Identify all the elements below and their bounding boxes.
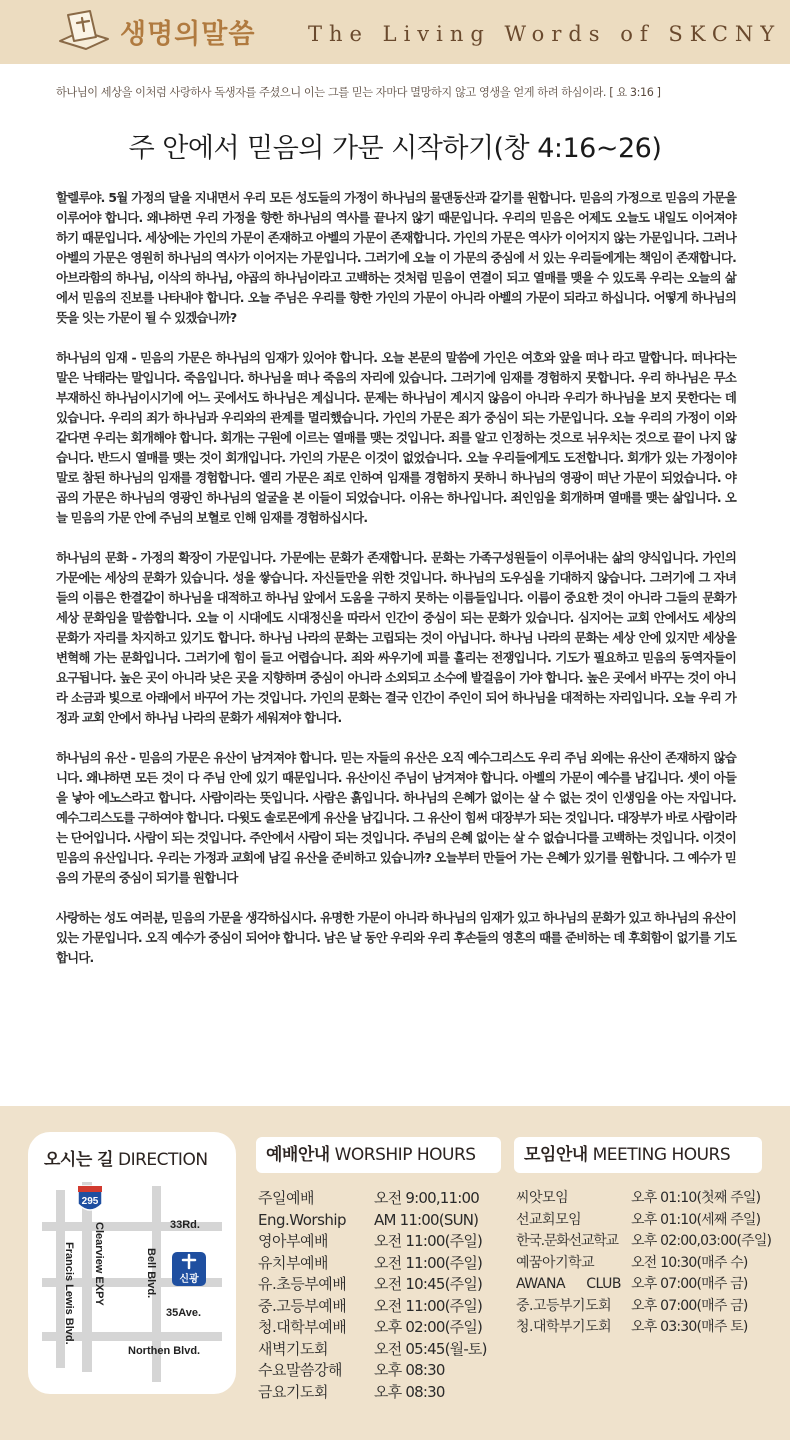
worship-row [258,1382,487,1404]
direction-map [42,1182,222,1382]
worship-row [258,1317,487,1339]
meeting-time: 오후 03:30(매주 토) [631,1319,748,1335]
label-bell: Bell Blvd. [145,1248,157,1299]
church-location-icon [172,1252,206,1286]
logo-title-en: The Living Words of SKCNY [308,22,782,46]
label-33rd: 33Rd. [170,1219,200,1231]
worship-label: Eng.Worship [258,1210,347,1229]
worship-label: 중.고등부예배 [258,1296,347,1315]
direction-title [44,1145,208,1170]
worship-title-en: WORSHIP HOURS [334,1145,476,1165]
meeting-label: 청.대학부기도회 [516,1319,612,1335]
label-35ave: 35Ave. [166,1307,202,1319]
meeting-label: 씨앗모임 [516,1190,569,1206]
worship-time: 오전 11:00(주일) [374,1232,483,1250]
meeting-list [516,1188,771,1339]
meeting-label: 예꿈아기학교 [516,1254,595,1271]
worship-label: 청.대학부예배 [258,1318,347,1336]
worship-header [256,1137,501,1173]
meeting-row [516,1253,771,1275]
sermon-title: 주 안에서 믿음의 가문 시작하기(창 4:16~26) [128,133,662,164]
sermon-paragraph: 하나님의 임재 - 믿음의 가문은 하나님의 임재가 있어야 합니다. 오늘 본문의 말씀에 가인은 여호와 앞을 떠나 라고 말합니다. 떠나다는 말은 낙태라는 말입니다. 죽음입니다. 하나님을 떠나 죽음의 자리에 있습니다. 그러기에 임재를 경험하지 못합니다. 우리 하나님은 무소부재하신 하나님이시기에 어느 곳에서도 하나님은 계십니다. 문제는 하나님이 계시지 않음이 아니라 우리가 하나님을 보지 못한다는 데 있습니다. 우리의 죄가 하나님과 우리와의 관계를 멀리했습니다. 가인의 가문은 죄가 중심이 되는 가문입니다. 오늘 우리의 가정이 이와 같다면 우리는 회개해야 합니다. 회개는 구원에 이르는 열매를 맺는 것입니다. 죄를 알고 인정하는 것으로 뉘우치는 것으로 끝이 나지 않습니다. 반드시 열매를 맺는 것이 회개입니다. 가인의 가문은 이것이 없었습니다. 오늘 우리들에게도 도전합니다. 회개가 있는 가정이야말로 참된 하나님의 임재를 경험합니다. 엘리 가문은 죄로 인하여 임재를 경험하지 못하니 하나님의 영광이 떠난 가문이 되었습니다. 야곱의 가문은 하나님의 영광인 하나님의 얼굴을 본 이들이 되었습니다. 이유는 하나입니다. 죄인임을 회개하며 열매를 맺는 삶입니다. 오늘 믿음의 가문 안에 주님의 보혈로 인해 임재를 경험하십시다. [56,350,736,525]
meeting-label: 선교회모임 [516,1211,582,1228]
meeting-row [516,1188,771,1210]
sermon-paragraph: 할렐루야. 5월 가정의 달을 지내면서 우리 모든 성도들의 가정이 하나님의 물댄동산과 같기를 원합니다. 믿음의 가정으로 믿음의 가문을 이루어야 합니다. 왜냐하면 우리 가정을 향한 하나님의 역사를 끝나지 않기 때문입니다. 우리의 믿음은 어제도 오늘도 내일도 이어져야 하기 때문입니다. 세상에는 가인의 가문이 존재하고 아벨의 가문이 존재합니다. 가인의 가문은 역사가 이어지지 않는 가문입니다. 그러나 아벨의 가문은 영원히 하나님의 역사가 이어지는 가문입니다. 그러기에 오늘 이 가문의 중심에 서 있는 우리들에게는 책임이 존재합니다. 아브라함의 하나님, 이삭의 하나님, 야곱의 하나님이라고 고백하는 것처럼 믿음이 연결이 되고 열매를 맺을 수 있도록 우리는 오늘의 삶에서 믿음의 진보를 나타내야 합니다. 오늘 주님은 우리를 향한 가인의 가문이 아니라 아벨의 가문이 되라고 하십니다. 어떻게 하나님의 뜻을 잇는 가문이 될 수 있겠습니까? [56,190,736,325]
direction-title-en: DIRECTION [118,1150,208,1170]
worship-time: 오후 02:00(주일) [374,1318,483,1336]
worship-row [258,1296,487,1318]
meeting-row [516,1317,771,1339]
worship-row [258,1253,487,1275]
worship-label: 유치부예배 [258,1253,328,1272]
meeting-row [516,1231,771,1253]
worship-time: AM 11:00(SUN) [374,1210,479,1229]
worship-time: 오전 10:45(주일) [374,1275,483,1293]
meeting-label: AWANA CLUB [516,1276,621,1292]
worship-label: 유.초등부예배 [258,1275,347,1293]
church-mark-text: 신광 [179,1274,199,1285]
worship-label: 수요말씀강해 [258,1361,342,1379]
worship-row [258,1231,487,1253]
worship-row [258,1210,487,1232]
worship-time: 오전 11:00(주일) [374,1296,483,1315]
sermon-body [56,188,736,988]
meeting-time: 오후 01:10(세째 주일) [631,1211,761,1228]
worship-label: 영아부예배 [258,1232,328,1250]
label-francis: Francis Lewis Blvd. [63,1242,75,1345]
meeting-header [514,1137,762,1173]
meeting-time: 오후 01:10(첫째 주일) [631,1190,761,1206]
interstate-shield-icon [78,1186,102,1210]
meeting-time: 오후 07:00(매주 금) [631,1297,748,1314]
worship-label: 주일예배 [258,1189,314,1207]
worship-title-ko: 예배안내 [266,1145,330,1165]
meeting-row [516,1274,771,1296]
worship-label: 금요기도회 [258,1382,328,1401]
meeting-time: 오후 07:00(매주 금) [631,1276,748,1292]
worship-list [258,1188,487,1403]
verse-line: 하나님이 세상을 이처럼 사랑하사 독생자를 주셨으니 이는 그를 믿는 자마다 멸망하지 않고 영생을 얻게 하려 하심이라. [ 요 3:16 ] [56,86,661,99]
worship-row [258,1188,487,1210]
worship-row [258,1274,487,1296]
label-clearview: Clearview EXPY [93,1222,105,1306]
worship-label: 새벽기도회 [258,1339,328,1358]
meeting-time: 오전 10:30(매주 수) [631,1254,748,1271]
meeting-row [516,1210,771,1232]
worship-time: 오전 9:00,11:00 [374,1189,480,1207]
worship-row [258,1360,487,1382]
sermon-paragraph: 하나님의 유산 - 믿음의 가문은 유산이 남겨져야 합니다. 믿는 자들의 유산은 오직 예수그리스도 우리 주님 외에는 유산이 존재하지 않습니다. 왜냐하면 모든 것이 다 주님 안에 있기 때문입니다. 유산이신 주님이 남겨져야 합니다. 아벨의 가문이 예수를 남깁니다. 셋이 아들을 낳아 에노스라고 합니다. 사람이라는 뜻입니다. 사람은 흙입니다. 하나님의 은혜가 없이는 살 수 없는 것이 인생임을 아는 자입니다. 예수그리스도를 구하여야 합니다. 다윗도 솔로몬에게 유산을 남깁니다. 그 유산이 힘써 대장부가 되는 것입니다. 대장부가 바로 사람이라는 단어입니다. 사람이 되는 것입니다. 주안에서 사람이 되는 것입니다. 주님의 은혜 없이는 살 수 없습니다를 고백하는 것입니다. 이것이 믿음의 유산입니다. 우리는 가정과 교회에 남길 유산을 준비하고 있습니까? 오늘부터 만들어 가는 은혜가 있기를 원합니다. 그 예수가 믿음의 가문의 중심이 되기를 원합니다 [56,750,736,885]
worship-time: 오후 08:30 [374,1361,445,1379]
meeting-title-en: MEETING HOURS [592,1145,731,1165]
worship-time: 오전 05:45(월-토) [374,1339,487,1358]
direction-title-ko: 오시는 길 [44,1150,114,1170]
worship-time: 오후 08:30 [374,1382,445,1401]
meeting-row [516,1296,771,1318]
meeting-time: 오후 02:00,03:00(주일) [631,1233,772,1249]
logo-title-ko: 생명의말씀 [120,19,256,50]
meeting-title-ko: 모임안내 [524,1145,588,1165]
highway-number: 295 [81,1196,99,1207]
sermon-paragraph: 하나님의 문화 - 가정의 확장이 가문입니다. 가문에는 문화가 존재합니다. 문화는 가족구성원들이 이루어내는 삶의 양식입니다. 가인의 가문에는 세상의 문화가 있습니다. 성을 쌓습니다. 자신들만을 위한 것입니다. 하나님의 도우심을 기대하지 않습니다. 그러기에 그 자녀들의 이름은 한결같이 하나님을 대적하고 하나님 앞에서 도움을 구하지 못하는 이름들입니다. 이름이 중요한 것이 아니라 그들의 문화가 세상 문화임을 말씀합니다. 오늘 이 시대에도 시대정신을 따라서 인간이 중심이 되는 문화가 있습니다. 심지어는 교회 안에서도 세상의 문화가 자리를 차지하고 있기도 합니다. 하나님 나라의 문화는 고립되는 것이 아닙니다. 하나님 나라의 문화는 세상 안에 있지만 세상을 변혁해 가는 문화입니다. 그러기에 힘이 들고 어렵습니다. 죄와 싸우기에 피를 흘리는 전쟁입니다. 기도가 필요하고 믿음의 동역자들이 요구됩니다. 높은 곳이 아니라 낮은 곳을 지향하며 중심이 아니라 소외되고 소수에 발걸음이 가야 합니다. 높은 곳에서 바꾸는 것이 아니라 소금과 빛으로 아래에서 바꾸어 가는 것입니다. 가인의 문화는 결국 인간이 주인이 되어 하나님을 대적하는 자리입니다. 오늘 우리 가정과 교회 안에서 하나님 나라의 문화가 세워져야 합니다. [56,550,736,725]
bible-icon [56,9,112,53]
worship-time: 오전 11:00(주일) [374,1253,483,1272]
meeting-label: 한국.문화선교학교 [516,1233,618,1249]
sermon-paragraph: 사랑하는 성도 여러분, 믿음의 가문을 생각하십시다. 유명한 가문이 아니라 하나님의 임재가 있고 하나님의 문화가 있고 하나님의 유산이 있는 가문입니다. 오직 예수가 중심이 되어야 합니다. 남은 날 동안 우리와 우리 후손들의 영혼의 때를 준비하는 데 후회함이 없기를 기도합니다. [56,910,736,965]
worship-row [258,1339,487,1361]
label-northern: Northen Blvd. [128,1345,201,1357]
meeting-label: 중.고등부기도회 [516,1297,612,1314]
